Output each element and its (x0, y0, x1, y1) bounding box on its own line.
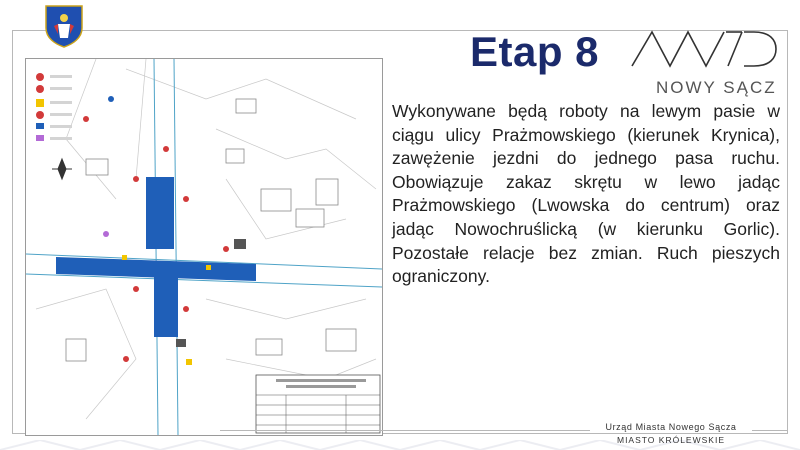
traffic-plan-map (25, 58, 383, 436)
footer-motto: MIASTO KRÓLEWSKIE (616, 435, 725, 445)
city-crest-icon (44, 4, 84, 48)
footer-rule (220, 430, 590, 431)
footer-office-name: Urząd Miasta Nowego Sącza (605, 422, 737, 432)
decorative-pattern-icon (0, 440, 800, 450)
footer-rule-right (752, 430, 788, 431)
traffic-plan-drawing (26, 59, 382, 435)
page-title: Etap 8 (470, 28, 600, 75)
heading (470, 22, 790, 102)
stage-description: Wykonywane będą roboty na lewym pasie w ciągu ulicy Prażmowskiego (kierunek Krynica), zawężenie jezdni do jednego pasa ruchu. Obowiązuje zakaz skrętu w lewo jadąc Prażmowskiego (Lwowska do centrum) oraz jadąc Nowochruślicką (w kierunku Gorlic). Pozostałe relacje bez zmian. Ruch pieszych ograniczony. (392, 101, 780, 287)
logo-city-name: NOWY SĄCZ (656, 78, 777, 97)
